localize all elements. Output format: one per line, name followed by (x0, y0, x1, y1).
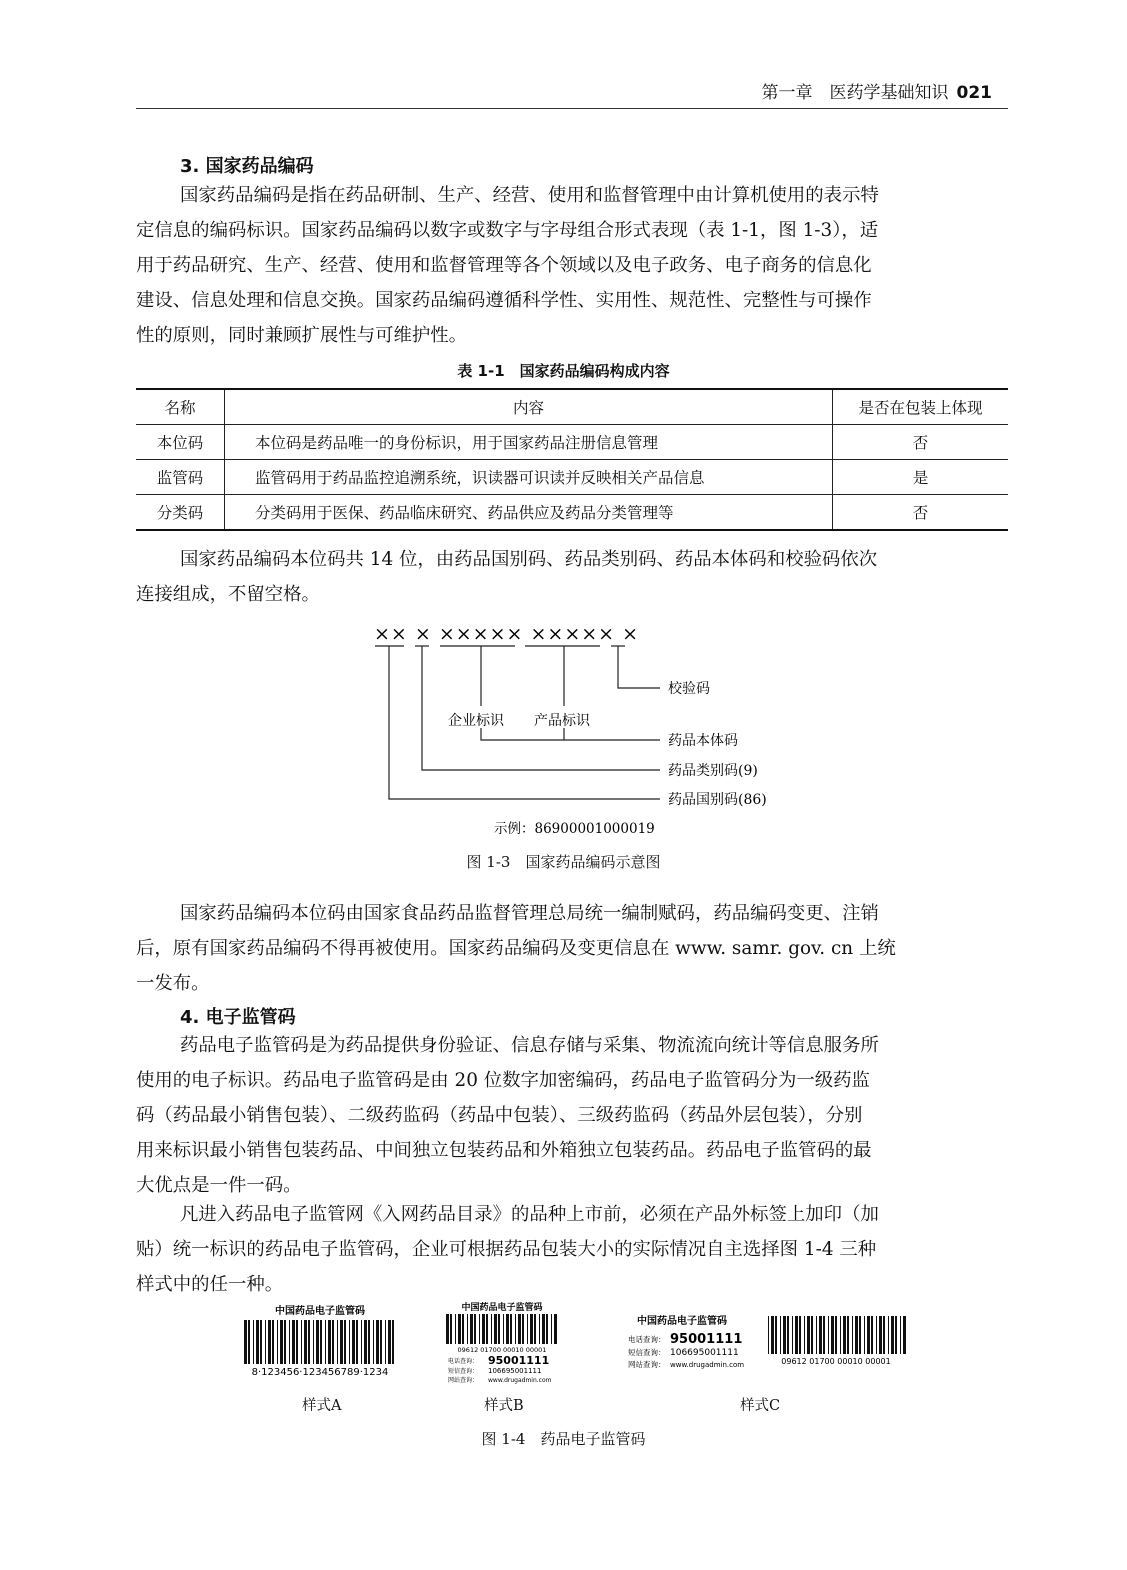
barcode-bar (458, 1314, 461, 1344)
example-code: 示例：86900001000019 (494, 821, 655, 837)
barcode-bar (867, 1316, 870, 1354)
section-3-heading: 3. 国家药品编码 (180, 156, 314, 177)
barcode-bar (888, 1316, 889, 1354)
barcode-bar (284, 1320, 286, 1364)
country-label: 药品国别码(86) (668, 792, 767, 808)
barcode-c-web: www.drugadmin.com (670, 1361, 745, 1369)
text-line: 用来标识最小销售包装药品、中间独立包装药品和外箱独立包装药品。药品电子监管码的最 (136, 1140, 872, 1161)
barcode-bar (256, 1320, 259, 1364)
barcode-bar (855, 1316, 858, 1354)
barcode-bar (368, 1320, 370, 1364)
barcode-bar (823, 1316, 825, 1354)
barcode-b-web-label: 网站查询： (448, 1377, 479, 1384)
barcode-bar (482, 1314, 485, 1344)
barcode-bar (835, 1316, 837, 1354)
figure-1-4-caption: 图 1-4 药品电子监管码 (481, 1430, 646, 1448)
barcode-bar (446, 1314, 449, 1344)
sample-c-label: 样式C (740, 1398, 781, 1414)
barcode-bar (840, 1316, 841, 1354)
barcode-bar (392, 1320, 394, 1364)
barcode-style-c (628, 1314, 906, 1369)
text-line: 一发布。 (136, 973, 210, 994)
barcode-bar (780, 1316, 781, 1354)
text-line: 用于药品研究、生产、经营、使用和监督管理等各个领域以及电子政务、电子商务的信息化 (136, 255, 872, 276)
text-line: 后，原有国家药品编码不得再被使用。国家药品编码及变更信息在 www. samr. gov. cn 上统 (136, 938, 896, 959)
barcode-bar (768, 1316, 769, 1354)
drug-code-table (136, 388, 1008, 531)
barcode-bar (816, 1316, 817, 1354)
table-cell: 本位码是药品唯一的身份标识，用于国家药品注册信息管理 (225, 425, 833, 460)
barcode-c-title: 中国药品电子监管码 (637, 1316, 727, 1327)
barcode-bar (380, 1320, 382, 1364)
barcode-bar (879, 1316, 882, 1354)
code-structure-paragraph (136, 542, 1008, 612)
table-row (136, 460, 1008, 495)
barcode-bar (268, 1320, 271, 1364)
barcode-bar (244, 1320, 247, 1364)
section-4-paragraph-2 (136, 1197, 1008, 1302)
barcode-bar (301, 1320, 302, 1364)
barcode-bar (265, 1320, 266, 1364)
barcode-bar (510, 1314, 512, 1344)
barcode-a-number: 8·123456·123456789·1234 (251, 1367, 389, 1378)
barcode-bar (356, 1320, 358, 1364)
barcode-bar (903, 1316, 906, 1354)
enterprise-label: 企业标识 (448, 713, 504, 729)
barcode-bar (260, 1320, 262, 1364)
barcode-bar (296, 1320, 298, 1364)
barcode-bar (771, 1316, 774, 1354)
barcode-bar (253, 1320, 254, 1364)
text-line: 连接组成，不留空格。 (136, 584, 320, 605)
barcode-bar (527, 1314, 528, 1344)
barcode-bar (277, 1320, 278, 1364)
text-line: 国家药品编码是指在药品研制、生产、经营、使用和监督管理中由计算机使用的表示特 (180, 185, 879, 206)
barcode-bar (352, 1320, 355, 1364)
barcode-b-number: 09612 01700 00010 00001 (457, 1346, 547, 1354)
page-number: 021 (956, 83, 992, 103)
code-pattern: ×× × ××××× ××××× × (374, 623, 640, 645)
barcode-bar (280, 1320, 283, 1364)
barcode-bar (503, 1314, 504, 1344)
barcode-bar (811, 1316, 813, 1354)
barcode-bar (900, 1316, 901, 1354)
barcode-bar (450, 1314, 452, 1344)
chapter-title: 第一章 医药学基础知识 (761, 83, 949, 103)
barcode-bar (467, 1314, 468, 1344)
barcode-bar (304, 1320, 307, 1364)
category-label: 药品类别码(9) (668, 763, 758, 779)
table-cell: 分类码 (136, 495, 225, 531)
barcode-bar (783, 1316, 786, 1354)
barcode-bar (792, 1316, 793, 1354)
barcode-bar (316, 1320, 319, 1364)
barcode-bar (871, 1316, 873, 1354)
barcode-bar (828, 1316, 829, 1354)
table-cell: 否 (833, 425, 1009, 460)
text-line: 药品电子监管码是为药品提供身份验证、信息存储与采集、物流流向统计等信息服务所 (180, 1035, 879, 1056)
text-line: 定信息的编码标识。国家药品编码以数字或数字与字母组合形式表现（表 1-1，图 1-3），适 (136, 220, 879, 241)
figure-1-3-caption: 图 1-3 国家药品编码示意图 (466, 853, 661, 871)
text-line: 国家药品编码本位码由国家食品药品监督管理总局统一编制赋码，药品编码变更、注销 (180, 903, 879, 924)
barcode-bar (542, 1314, 545, 1344)
barcode-style-a (244, 1304, 394, 1378)
barcode-bar (325, 1320, 326, 1364)
barcode-bar (289, 1320, 290, 1364)
barcode-bar (819, 1316, 822, 1354)
barcode-bar (313, 1320, 314, 1364)
code-assignment-paragraph (136, 896, 1008, 1001)
barcode-bar (272, 1320, 274, 1364)
barcode-b-sms: 106695001111 (488, 1367, 542, 1375)
barcode-bar (895, 1316, 897, 1354)
text-line: 建设、信息处理和信息交换。国家药品编码遵循科学性、实用性、规范性、完整性与可操作 (136, 290, 872, 311)
barcode-bar (864, 1316, 865, 1354)
barcode-c-sms-label: 短信查询： (628, 1348, 666, 1357)
text-line: 码（药品最小销售包装）、二级药监码（药品中包装）、三级药监码（药品外层包装），分别 (136, 1105, 863, 1126)
header-text (762, 78, 993, 103)
barcode-bar (843, 1316, 846, 1354)
text-line: 大优点是一件一码。 (136, 1175, 302, 1196)
section-4-paragraph-1 (136, 1028, 1008, 1203)
barcode-bar (373, 1320, 374, 1364)
barcode-bar (474, 1314, 476, 1344)
barcode-bar (847, 1316, 849, 1354)
barcode-bar (852, 1316, 853, 1354)
barcode-bar (795, 1316, 798, 1354)
table-header: 内容 (225, 389, 833, 425)
barcode-bar (775, 1316, 777, 1354)
barcode-bar (340, 1320, 343, 1364)
barcode-bar (308, 1320, 310, 1364)
barcode-bar (337, 1320, 338, 1364)
barcode-bar (891, 1316, 894, 1354)
drug-body-label: 药品本体码 (668, 733, 738, 749)
barcode-a-title: 中国药品电子监管码 (275, 1306, 365, 1317)
barcode-bar (506, 1314, 509, 1344)
text-line: 贴）统一标识的药品电子监管码，企业可根据药品包装大小的实际情况自主选择图 1-4 三种 (136, 1239, 877, 1260)
table-cell: 监管码用于药品监控追溯系统，识读器可识读并反映相关产品信息 (225, 460, 833, 495)
barcode-bar (361, 1320, 362, 1364)
barcode-b-phone: 95001111 (488, 1354, 550, 1367)
barcode-bar (515, 1314, 516, 1344)
table-header: 名称 (136, 389, 225, 425)
barcode-bar (859, 1316, 861, 1354)
table-row (136, 495, 1008, 531)
barcode-b-bars (446, 1314, 557, 1344)
barcode-bar (799, 1316, 801, 1354)
text-line: 性的原则，同时兼顾扩展性与可维护性。 (136, 325, 468, 346)
drug-code-diagram (360, 618, 820, 848)
table-caption: 表 1-1 国家药品编码构成内容 (457, 362, 670, 380)
barcode-bar (455, 1314, 456, 1344)
barcode-bar (328, 1320, 331, 1364)
barcode-bar (883, 1316, 885, 1354)
text-line: 样式中的任一种。 (136, 1274, 284, 1295)
barcode-bar (486, 1314, 488, 1344)
barcode-bar (470, 1314, 473, 1344)
table-row (136, 425, 1008, 460)
barcode-bar (522, 1314, 524, 1344)
text-line: 使用的电子标识。药品电子监管码是由 20 位数字加密编码，药品电子监管码分为一级药监 (136, 1070, 870, 1091)
barcode-bar (876, 1316, 877, 1354)
barcode-bar (248, 1320, 250, 1364)
barcode-bar (376, 1320, 379, 1364)
barcode-bar (787, 1316, 789, 1354)
barcode-bar (349, 1320, 350, 1364)
barcode-bar (385, 1320, 386, 1364)
product-label: 产品标识 (534, 713, 590, 729)
table-cell: 是 (833, 460, 1009, 495)
barcode-c-sms: 106695001111 (670, 1348, 739, 1358)
barcode-bar (388, 1320, 391, 1364)
barcode-c-web-label: 网站查询： (628, 1360, 666, 1369)
barcode-samples (236, 1300, 916, 1396)
barcode-bar (534, 1314, 536, 1344)
barcode-bar (479, 1314, 480, 1344)
barcode-bar (462, 1314, 464, 1344)
barcode-bar (551, 1314, 552, 1344)
table-header: 是否在包装上体现 (833, 389, 1009, 425)
barcode-bar (320, 1320, 322, 1364)
barcode-c-phone: 95001111 (670, 1332, 743, 1347)
table-cell: 本位码 (136, 425, 225, 460)
barcode-bar (518, 1314, 521, 1344)
barcode-b-web: www.drugadmin.com (488, 1377, 552, 1384)
check-digit-label: 校验码 (668, 681, 710, 697)
running-header (136, 78, 1008, 109)
sample-b-label: 样式B (484, 1398, 524, 1414)
barcode-a-bars (244, 1320, 394, 1364)
table-cell: 监管码 (136, 460, 225, 495)
barcode-style-b (446, 1301, 557, 1384)
barcode-bar (491, 1314, 492, 1344)
barcode-bar (498, 1314, 500, 1344)
barcode-bar (804, 1316, 805, 1354)
table-cell: 分类码用于医保、药品临床研究、药品供应及药品分类管理等 (225, 495, 833, 531)
diagram-lines (375, 646, 660, 799)
barcode-bar (530, 1314, 533, 1344)
section-3-paragraph (136, 178, 1008, 353)
sample-a-label: 样式A (302, 1398, 342, 1414)
text-line: 凡进入药品电子监管网《入网药品目录》的品种上市前，必须在产品外标签上加印（加 (180, 1204, 879, 1225)
barcode-bar (539, 1314, 540, 1344)
barcode-b-phone-label: 电话查询： (448, 1358, 479, 1365)
barcode-bar (546, 1314, 548, 1344)
barcode-b-sms-label: 短信查询： (448, 1368, 479, 1375)
barcode-bar (332, 1320, 334, 1364)
barcode-bar (292, 1320, 295, 1364)
section-4-heading: 4. 电子监管码 (180, 1007, 296, 1028)
barcode-bar (364, 1320, 367, 1364)
table-header-row (136, 389, 1008, 425)
barcode-bar (807, 1316, 810, 1354)
barcode-b-title: 中国药品电子监管码 (461, 1303, 543, 1313)
barcode-bar (554, 1314, 557, 1344)
text-line: 国家药品编码本位码共 14 位，由药品国别码、药品类别码、药品本体码和校验码依次 (180, 549, 878, 570)
barcode-bar (831, 1316, 834, 1354)
barcode-bar (344, 1320, 346, 1364)
barcode-c-bars (768, 1316, 906, 1354)
barcode-c-phone-label: 电话查询： (628, 1335, 666, 1344)
barcode-c-number: 09612 01700 00010 00001 (781, 1357, 891, 1366)
table-cell: 否 (833, 495, 1009, 531)
barcode-bar (494, 1314, 497, 1344)
